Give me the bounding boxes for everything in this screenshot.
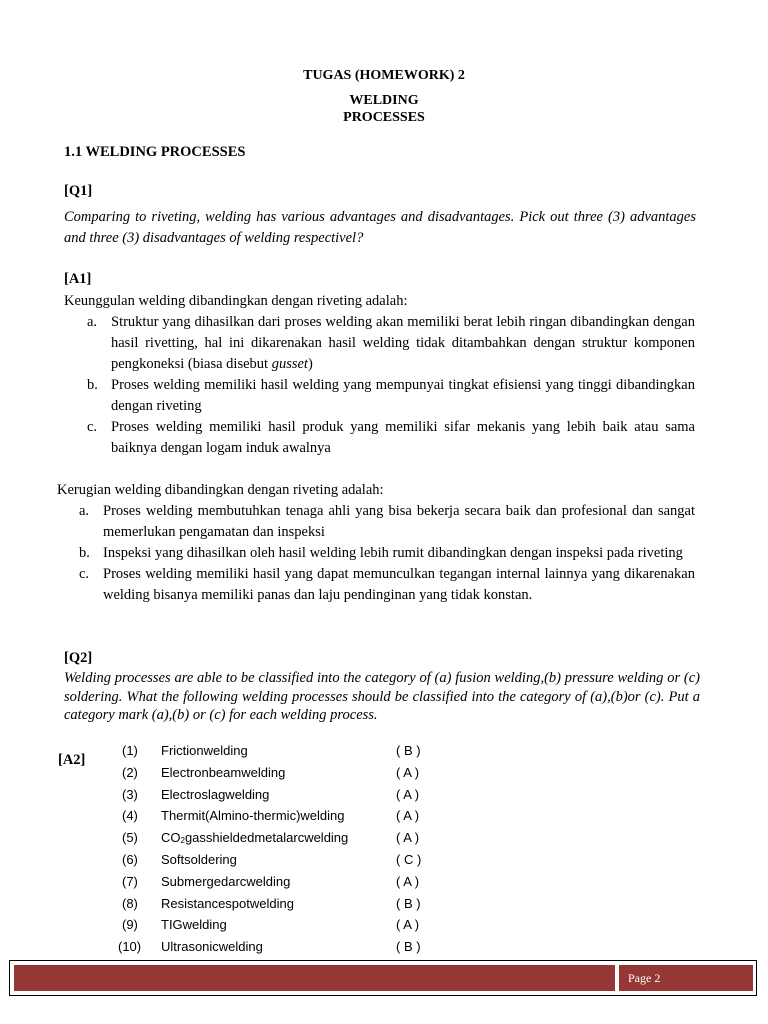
process-name-suffix: gasshieldedmetalarcwelding [184,830,349,846]
process-name: TIGwelding [161,917,227,933]
category-mark: ( A ) [396,764,420,780]
category-mark: ( C ) [396,851,422,867]
list-item [87,417,695,459]
row-number: (1) [122,743,138,758]
category-mark: ( B ) [396,939,421,955]
category-mark: ( A ) [396,873,420,889]
list-item [79,501,695,543]
a1-label: [A1] [64,271,92,287]
list-marker: b. [79,545,90,561]
list-item [87,375,695,417]
disadvantage-text: Proses welding memiliki hasil yang dapat memunculkan tegangan internal lainnya yang dikarenakan welding bisanya memiliki panas dan laju pendinginan yang tidak konstan. [103,566,695,603]
document-subtitle-line1: WELDING [349,93,419,108]
row-number: (7) [122,873,138,889]
list-item [79,543,695,564]
process-name: Resistancespotwelding [161,895,294,911]
advantages-list [87,312,695,459]
category-mark: ( A ) [396,808,420,824]
row-number: (2) [122,764,138,780]
q1-label: [Q1] [64,183,93,199]
disadvantages-intro: Kerugian welding dibandingkan dengan riveting adalah: [57,482,384,498]
category-mark: ( A ) [396,830,420,846]
category-mark: ( B ) [396,743,421,758]
disadvantage-text: Inspeksi yang dihasilkan oleh hasil welding lebih rumit dibandingkan dengan inspeksi pada riveting [103,545,683,561]
q2-question: Welding processes are able to be classified into the category of (a) fusion welding,(b) pressure welding or (c) soldering. What the following welding processes should be classified into the category of (a),(b)or (c). Put a category mark (a),(b) or (c) for each welding process. [64,670,700,723]
document-subtitle-line2: PROCESSES [343,110,425,125]
row-number: (3) [122,786,138,802]
row-number: (4) [122,808,138,824]
category-mark: ( A ) [396,917,420,933]
advantage-text: Struktur yang dihasilkan dari proses welding akan memiliki berat lebih ringan dibandingkan dengan hasil rivetting, hal ini dikarenakan hasil welding tidak ditambahkan dengan struktur komponen pengkoneksi (biasa disebut [111,314,695,372]
list-marker: c. [79,566,90,582]
row-number: (10) [118,939,142,955]
row-number: (9) [122,917,138,933]
process-name: Electronbeamwelding [161,764,286,780]
process-name: Frictionwelding [161,743,248,758]
process-name: Softsoldering [161,851,237,867]
page-number: Page 2 [619,965,753,991]
process-name: Thermit(Almino-thermic)welding [161,808,345,824]
process-name: Submergedarcwelding [161,873,291,889]
q1-question: Comparing to riveting, welding has various advantages and disadvantages. Pick out three (3) advantages and three (3) disadvantages of welding respectivel? [64,209,696,246]
advantage-text-end: ) [307,356,313,372]
disadvantages-list [79,501,695,606]
document-title: TUGAS (HOMEWORK) 2 [303,68,465,83]
row-number: (5) [122,830,138,846]
a2-label: [A2] [58,752,86,768]
row-number: (6) [122,851,138,867]
category-mark: ( A ) [396,786,420,802]
list-marker: c. [87,419,98,435]
q2-label: [Q2] [64,650,93,666]
advantage-text: Proses welding memiliki hasil welding yang mempunyai tingkat efisiensi yang tinggi dibandingkan dengan riveting [111,377,695,414]
advantage-term: gusset [271,356,308,372]
advantage-text: Proses welding memiliki hasil produk yang memiliki sifar mekanis yang lebih baik atau sama baiknya dengan logam induk awalnya [111,419,695,456]
category-mark: ( B ) [396,895,421,911]
process-name: Electroslagwelding [161,786,270,802]
list-item [87,312,695,375]
list-marker: a. [87,314,98,330]
section-heading: 1.1 WELDING PROCESSES [64,144,246,160]
list-marker: a. [79,503,90,519]
process-name-prefix: CO [161,830,181,846]
advantages-intro: Keunggulan welding dibandingkan dengan riveting adalah: [64,293,408,309]
footer-bar [14,965,615,991]
row-number: (8) [122,895,138,911]
list-item [79,564,695,606]
process-name-subscript: 2 [180,836,185,846]
process-name: Ultrasonicwelding [161,939,263,955]
list-marker: b. [87,377,98,393]
disadvantage-text: Proses welding membutuhkan tenaga ahli yang bisa bekerja secara baik dan profesional dan sangat memerlukan pengamatan dan inspeksi [103,503,695,540]
